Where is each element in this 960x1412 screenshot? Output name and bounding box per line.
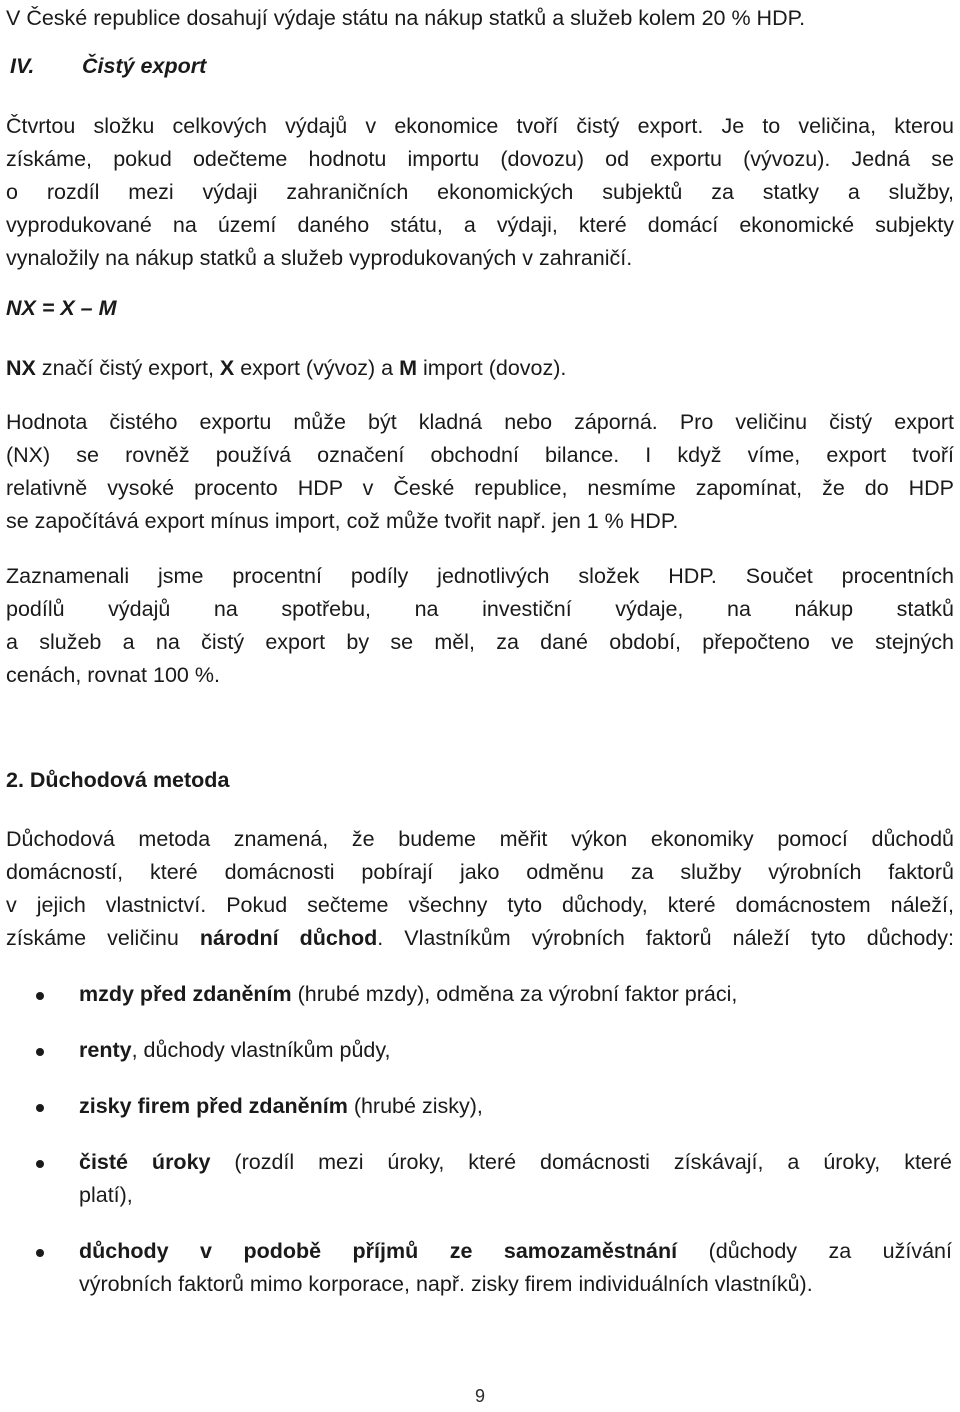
formula-net-export: NX = X – M bbox=[6, 296, 117, 320]
list-item-desc: , důchody vlastníkům půdy, bbox=[131, 1038, 391, 1062]
list-item-line bbox=[79, 1146, 952, 1179]
bullet-icon bbox=[36, 1104, 44, 1112]
text-line: cenách, rovnat 100 %. bbox=[6, 663, 220, 687]
text-line: o rozdíl mezi výdaji zahraničních ekonomických subjektů za statky a služby, bbox=[6, 180, 954, 204]
text-span: . Vlastníkům výrobních faktorů náleží tyto důchody: bbox=[377, 926, 954, 950]
section-number: IV. bbox=[10, 54, 35, 78]
list-item-desc: (rozdíl mezi úroky, které domácnosti získávají, a úroky, které bbox=[210, 1150, 952, 1174]
list-item-term: mzdy před zdaněním bbox=[79, 982, 292, 1006]
legend-text: import (dovoz). bbox=[417, 356, 567, 380]
list-item-text bbox=[79, 1235, 952, 1301]
text-line: získáme, pokud odečteme hodnotu importu (dovozu) od exportu (vývozu). Jedná se bbox=[6, 147, 954, 171]
text-line: se započítává export mínus import, což může tvořit např. jen 1 % HDP. bbox=[6, 509, 679, 533]
list-item-term: renty bbox=[79, 1038, 132, 1062]
section-heading-income-method: 2. Důchodová metoda bbox=[6, 768, 230, 792]
section-title: Čistý export bbox=[82, 54, 207, 78]
bullet-icon bbox=[36, 1160, 44, 1168]
bullet-icon bbox=[36, 1249, 44, 1257]
text-span: získáme veličinu bbox=[6, 926, 200, 950]
text-line: domácností, které domácnosti pobírají jako odměnu za služby výrobních faktorů bbox=[6, 860, 954, 884]
bullet-icon bbox=[36, 1048, 44, 1056]
term-national-income: národní důchod bbox=[199, 926, 378, 950]
text-line: a služeb a na čistý export by se měl, za dané období, přepočteno ve stejných bbox=[6, 630, 954, 654]
text-line: relativně vysoké procento HDP v České republice, nesmíme zapomínat, že do HDP bbox=[6, 476, 954, 500]
text-line: Důchodová metoda znamená, že budeme měřit výkon ekonomiky pomocí důchodů bbox=[6, 827, 954, 851]
paragraph-gdp-share: V České republice dosahují výdaje státu na nákup statků a služeb kolem 20 % HDP. bbox=[6, 6, 806, 30]
legend-text: export (vývoz) a bbox=[234, 356, 400, 380]
text-line: podílů výdajů na spotřebu, na investiční výdaje, na nákup statků bbox=[6, 597, 954, 621]
formula-legend bbox=[6, 352, 954, 385]
list-item-desc: (hrubé mzdy), odměna za výrobní faktor práci, bbox=[291, 982, 738, 1006]
list-item-line bbox=[79, 1235, 952, 1268]
text-line: (NX) se rovněž používá označení obchodní bilance. I když víme, export tvoří bbox=[6, 443, 954, 467]
text-line: Zaznamenali jsme procentní podíly jednotlivých složek HDP. Součet procentních bbox=[6, 564, 954, 588]
list-item-term: důchody v podobě příjmů ze samozaměstnání bbox=[79, 1239, 678, 1263]
text-line: v jejich vlastnictví. Pokud sečteme všechny tyto důchody, které domácnostem náleží, bbox=[6, 893, 954, 917]
section-heading-net-export bbox=[6, 54, 206, 79]
list-item-text bbox=[79, 1034, 952, 1067]
text-line: Hodnota čistého exportu může být kladná nebo záporná. Pro veličinu čistý export bbox=[6, 410, 954, 434]
legend-text: značí čistý export, bbox=[35, 356, 220, 380]
text-line bbox=[6, 922, 954, 955]
list-item-line: výrobních faktorů mimo korporace, např. zisky firem individuálních vlastníků). bbox=[79, 1272, 813, 1296]
symbol-nx: NX bbox=[6, 356, 36, 380]
text-line: vynaložily na nákup statků a služeb vyprodukovaných v zahraničí. bbox=[6, 246, 633, 270]
list-item-text bbox=[79, 1090, 952, 1123]
text-line: Čtvrtou složku celkových výdajů v ekonomice tvoří čistý export. Je to veličina, kterou bbox=[6, 114, 954, 138]
bullet-icon bbox=[36, 992, 44, 1000]
list-item-term: zisky firem před zdaněním bbox=[79, 1094, 348, 1118]
text-line: vyprodukované na území daného státu, a výdaji, které domácí ekonomické subjekty bbox=[6, 213, 954, 237]
symbol-x: X bbox=[219, 356, 235, 380]
list-item-desc: (hrubé zisky), bbox=[347, 1094, 483, 1118]
list-item-text bbox=[79, 978, 952, 1011]
list-item-desc: (důchody za užívání bbox=[677, 1239, 952, 1263]
list-item-term: čisté úroky bbox=[79, 1150, 211, 1174]
page-number: 9 bbox=[474, 1386, 485, 1406]
list-item-line: platí), bbox=[79, 1183, 133, 1207]
list-item-text bbox=[79, 1146, 952, 1212]
symbol-m: M bbox=[399, 356, 418, 380]
